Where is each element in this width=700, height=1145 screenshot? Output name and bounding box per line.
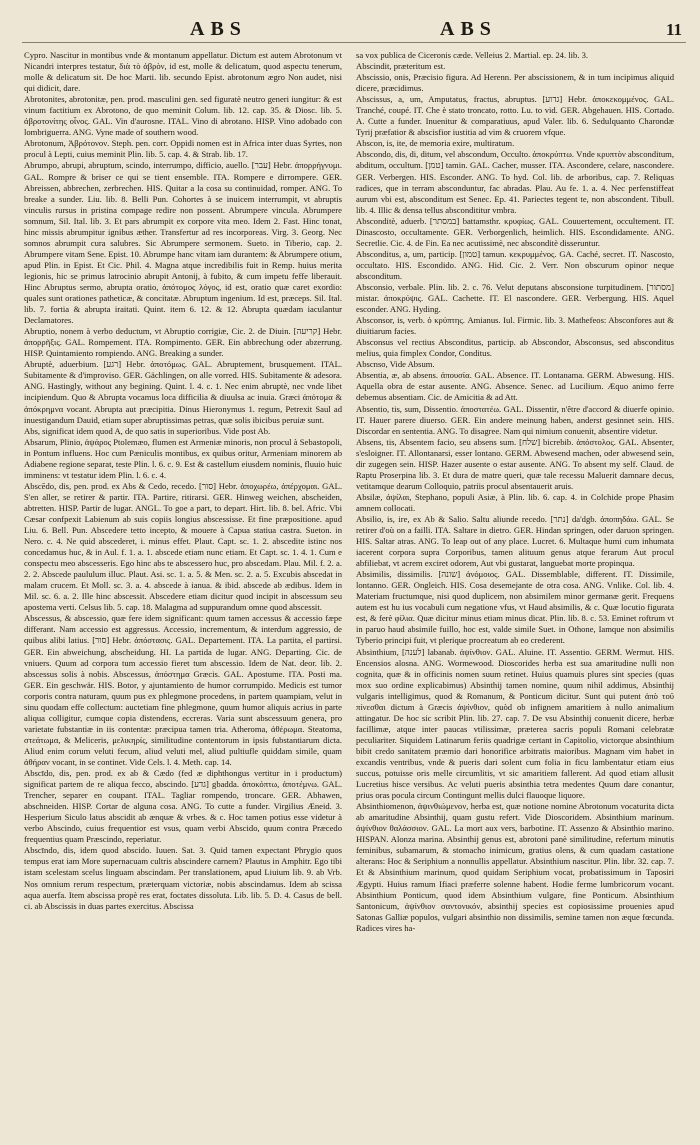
dictionary-entry: Abscindit, præteritum est. bbox=[356, 61, 446, 72]
dictionary-entry: Abscīdo, dis, pen. prod. ex ab & Cædo (fed æ diphthongus vertitur in i productum) significat partem de re aliqua fecco, abscindo. [גדע] gbadda. ἀποκόπτω, ἀποτέμνω. GAL. Trencher, separer en coupant. ITAL. Tagliar rompendo, troncare. GER. Abhawen, abschneiden. HISP. Cortar de alguna cosa. ANG. To cutte a funder. Virgilius Æneid. 3. Hesperium Siculo latus abscidit ab ænquæ & vrbes. & c. Hoc tamen potius esse videtur à verbo Abscindo, cuius frequentior est vsus, quam verbi Abscido, quum contra Præcedo frequentius quam Præscindo, reperiatur. bbox=[24, 768, 342, 845]
right-column bbox=[356, 50, 674, 1135]
right-headword: ABS bbox=[440, 18, 497, 40]
dictionary-entry: Absilæ, ἀψίλαι, Stephano, populi Asiæ, à Plin. lib. 6. cap. 4. in Colchide prope Phasim amnem collocati. bbox=[356, 491, 674, 513]
dictionary-entry: Absens, tis, Absentem facio, seu absens sum. [שלח] bicrebib. ἀπόστολος. GAL. Absenter, s'esloigner. IT. Allontanarsi, esser lontano. GERM. Abwesend machen, oder abwesend sein, dir zugegen sein. HISP. Hazer ausente o estar ausente. ANG. To absent my self. Claud. de Raptu Proserpina lib. 3. Et dura de matre queri, quæ tale recessu Maluerit damnare decus, vetitamque dearum Colloquio, patriis procul absentauerit aruis. bbox=[356, 436, 674, 491]
dictionary-entry: Abrotonum, Ἀβρότονον. Steph. pen. corr. Oppidi nomen est in Africa inter duas Syrtes, non procul à Lepti, cuius meminit Plin. lib. 5. cap. 4. & Strab. lib. 17. bbox=[24, 138, 342, 160]
dictionary-entry: Abruptè, aduerbium. [רגע] Hebr. ἀποτόμως. GAL. Abruptement, brusquement. ITAL. Subitamente & d'improviso. GER. Gächlingen, on alle vorred. HIS. Subitamente & adesora. ANG. Hastingly, without any begining. Quint. l. 4. c. 1. Nec enim abruptè, nec vnde libet incipiendum. Quo & Abrupta vocamus loca difficilia & diuulsa ac inuia. Græci ἀπότομα & ἀπόκρημνα vocant. Abrupta aut præcipitia. Dinus Hieronymus 1. regum, Petrexit Saul ad inuestigandum Dauid, etiam super abruptissimas petras, quæ solis ibicibus peruiæ sunt. bbox=[24, 359, 342, 425]
dictionary-entry: Absinthium, [לענה] labanab. ἀψίνθιον. GAL. Aluine. IT. Assentio. GERM. Wermut. HIS. Encensios alosna. ANG. Wormewood. Dioscorides herba est sua amaritudine nulli non cognita, quæ & in officinis nomen suum retinet. Huius quamuis plures sint species (quas mox suo ordine explicabimus) Absinthij tamen nomine, quum nihil addimus, Absinthij vulgaris intelligimus, quod & Romanum, & Ponticum dicitur. Sunt qui putent ἀπὸ τοῦ πίνεσθαι dictum à Græcis ἀψίνθιον, quòd ob infignem amaritiem à nullo animalium attingatur. De hoc sic scribit Plin. lib. 27. cap. 7. De vsu Absinthij conuenit dicere, herbæ facillimæ, atque inter paucas vtilissimæ, præterea sacris populi Romani celebratæ peculiariter. Siquidem Latinarum feriis quadrigæ certant in Capitolio, victorque absinthium bibit credo sanitatem præmio dari honorifice arbitratis maioribus. Magnam vim habet in excandis ventribus, vnde & pueris dari solent cum folia in ficu lambentatur etiam eius succus, potuisse oris melle circumlitis, vt sic amaritiem fallerent. Ad quod etiam allusit Lucretius hisce versibus. Ac veluti pueris absinthia tetra medentes Quum dare conantur, prius oras pocula circum Contingunt mellis dulci flauoque liquore. bbox=[356, 646, 674, 801]
running-header bbox=[0, 10, 700, 46]
dictionary-entry: Cypro. Nascitur in montibus vnde & montanum appellatur. Dictum est autem Abrotonum vt Nicandri interpres testatur, διὰ τὸ ἁβρὸν, id est, molle & delicatum, quod aspectu tenerum, molle & delicatum sit. De hoc Marti. lib. secundo Epist. abrotonum ægro Non audet, nisi qui didicit, dare. bbox=[24, 50, 342, 94]
dictionary-entry: Abscēdo, dis, pen. prod. ex Abs & Cedo, recedo. [סור] Hebr. ἀποχωρέω, ἀπέρχομαι. GAL. S'en aller, se retirer & partir. ITA. Partire, ritirarsi. GER. Hinweg weichen, abscheiden, abtretten. HISP. Partir de lugar. ANGL. To goe a part, to depart. Hirt. lib. 8. bel. Afric. Vbi Cæsar confpexit Labienum ab suis copiis longius abscessisse. Et fine præpositione. apud Liu. 6. Bell. Pun. Abscedere tetto incepto, & mouere à Capua statiua castra. Sueton. in Nero. c. 4. Ne quid abscederet, i. minus effet. Plaut. Capt. sc. 1. 2. abscedite istinc nos concedamus huc, & in Aul. f. 1. a. 1. abscede etiam nunc etiam. Et Capt. sc. 1. 4. 1. Cum e conspectu meo abscesseris. Ego hinc abs te abscessero huc, pro abscedam. Plau. Mil. f. 2. a. 2. 2. Abscede paululum illuc. Plaut. Asi. sc. 1. a. 5. & Men. sc. 2. a. 5. Excubis abscedat in malam crucem. Et Moll. sc. 3. a. 4. abscede à ianua. & ibid. abscede ab ædibus. Idem in Mil. sc. 6. a. 2. Ille hinc abscessit. Abscedere etiam dicitur quod incipit in abscessum seu apostema verti. Celsus lib. 5. cap. 18. Malagma ad suppurandum omne quod abscessit. bbox=[24, 480, 342, 613]
dictionary-entry: Abrotonites, abrotonitæ, pen. prod. masculini gen. sed figuratè neutro generi iungitur: & est vinum factitium ex Abrotono, de quo meminit Colum. lib. 12. cap. 35. & Diosc. lib. 5. ἀβροτονίτης οἶνος. GAL. Vin d'aurosne. ITAL. Vino di abrotano. HISP. Vino adobado con lombriguerra. ANG. Vyne made of southern wood. bbox=[24, 94, 342, 138]
dictionary-entry: Absconsor, is, verb. ὁ κρύπτης. Amianus. Iul. Firmic. lib. 3. Mathefeos: Absconfores aut & diuitiarum facies. bbox=[356, 315, 674, 337]
dictionary-entry: Absconditus, a, um, particip. [טמון] tamun. κεκρυμμένος. GA. Caché, secret. IT. Nascosto, occultato. HIS. Escondido. ANG. Hid. Cic. 2. Verr. Non obscurum opinor neque absconditum. bbox=[356, 248, 674, 281]
dictionary-entry: Abruptio, nonem à verbo deductum, vt Abruptio corrigiæ, Cic. 2. de Diuin. [קריעה] Hebr. ἀπορρῆξις. GAL. Rompement. ITA. Rompimento. GER. Ein abbrechung oder abzerrung. HISP. Quintamiento rompiendo. ANG. Breaking a sunder. bbox=[24, 326, 342, 359]
dictionary-entry: Abscissus, a, um, Amputatus, fractus, abruptus. [גדוע] Hebr. ἀποκεκομμένος. GAL. Tranché, coupé. IT. Che è stato troncato, rotto. Lu. to vid. GER. Abgehauen. HIS. Cortado. A. Cutte a funder. Inuenitur & comparatiuus, apud Valer. lib. 6. Sedulquanto Charondæ Tyrij præfatior & abscisfior iustitia ad vim & cruorem vfque. bbox=[356, 94, 674, 138]
dictionary-entry: Absconditè, aduerb. [במסתר] battamsthr. κρυφίως. GAL. Couuertement, occultement. IT. Dinascosto, occultamente. GER. Verborgenlich, heimlich. HIS. Escondidamente. ANG. Secretlie. Cic. 4. de Fin. Ea nec acutissimè, nec absconditè disseruntur. bbox=[356, 215, 674, 248]
dictionary-entry: Abs, significat idem quod A, de quo satis in superioribus. Vide post Ab. bbox=[24, 425, 271, 436]
left-headword: ABS bbox=[190, 18, 247, 40]
dictionary-entry: Absimilis, dissimilis. [שונה] ἀνόμοιος. GAL. Dissemblable, different. IT. Dissimile, lontanno. GER. Ongleich. HIS. Cosa desemejante de otra cosa. ANG. Vnlike. Col. lib. 4. Materiam fructumque, nisi quod duplicem, non absimilem minor germanæ gerit. Frequens autem est hu ius vocabuli cum negatione vfus, vt Haud absimilis, & c. Quæ locutio figurata est, & ferè φίλια. Quæ dicitur minus etiam minus dicat. Plin. lib. 8. c. 53. Eminet roftrum vt in paruo haud absimile fuillo, hoc est, valde simile Suet. in Othone, Iamque non absimilis Tyberio principi fuit, vt plerique procreatum ab eo crederent. bbox=[356, 569, 674, 646]
dictionary-entry: Absilio, is, ire, ex Ab & Salio. Saltu aliunde recedo. [נתר] da'dgb. ἀποπηδάω. GAL. Se retirer d'où on a failli. ITA. Saltare in dietro. GER. Hindan springen, oder daruon springen. HIS. Saltar atras. ANG. To leap out of any place. Lucret. 6. Multaque humi cum inhumata iacerent corpora supra Corporibus, tamen alituum genus atque ferarum Aut procul abfiliebat, vt acrem exciret odorem, Aut vbi gustarat, languebat morte propinqua. bbox=[356, 513, 674, 569]
header-rule bbox=[22, 42, 686, 43]
dictionary-entry: Abscnso, Vide Absum. bbox=[356, 359, 435, 370]
dictionary-entry: Abscondo, dis, di, ditum, vel abscondum, Occulto. ἀποκρύπτω. Vnde κρυπτὸν absconditum, abditum, occultum. [טמן] tamin. GAL. Cacher, musser. ITA. Ascondere, celare, nascondere. GER. Verbergen. HIS. Esconder. ANG. To hyd. Col. lib. de arboribus, cap. 7. Reliquas radices, que in terram absconduntur, fac abradas. Plau. Au fe. 1. a. 4. Nec perfenstiffeat aurum vbi est, absconditum est Senec. Ep. 41. Pariectes tegent te, non abscondent. Tibull. lib. 4. Illic & densa tellus abscondititur vmbra. bbox=[356, 149, 674, 215]
dictionary-entry: Absentio, tis, sum, Dissentio. ἀποστατέω. GAL. Dissentir, n'être d'accord & diuerfe opinio. IT. Hauer parere diuerso. GER. Ein andere meinung haben, anderst gesinnet sein. HIS. Discordar en sententia. ANG. To disagree. Nam qui nimium conuenit, absentire videtur. bbox=[356, 403, 674, 436]
dictionary-entry: Absarum, Plinio, ἀψάρος Ptolemæo, flumen est Armeniæ minoris, non procul à Sebastopoli, in Pontum influens. Hoc cum Pæniculis montibus, ex quibus oritur, Armeniam minorem ab Adiabene regione separat, teste Plin. l. 6. c. 9. Est & castellum eiusdem nominis, fluuio huic imminens: vt testatur idem Plin. l. 6. c. 4. bbox=[24, 436, 342, 480]
dictionary-entry: Abscon, is, ite, de memoria exire, multiratum. bbox=[356, 138, 515, 149]
dictionary-entry: Absconsus vel rectius Absconditus, particip. ab Abscondor, Absconsus, sed absconditus melius, quia fimplex Condor, Conditus. bbox=[356, 337, 674, 359]
dictionary-entry: Abrumpo, abrupi, abruptum, scindo, interrumpo, difficio, auello. [עבר] Hebr. ἀπορρήγνυμι. GAL. Rompre & briser ce qui se tient ensemble. ITA. Rompere e dirrompere. GER. Abreissen, abbrechen, zerbrechen. HIS. Quitar a la cosa su continuidad, romper. ANG. To breake a sunder. Liu. lib. 8. Belli Pun. Cohortes à se inuicem interrumpit, vt abruptis vinculis rursus in pristina compage redire non possent. Abrumpere vincula. Abrumpere somnum, Sil. Ital. lib. 3. Et pars abrumpit ex corpore vita meo. Idem 2. Fast. Hinc tonat, hinc missis abrumpitur ignibus æther. Transfertur ad res incorporeas. Virg. 3. Georg. Nec somnos abrumpit cura salubres. Sic Abrumpere sermonem. Sueto. in Tiberio, cap. 2. Abrumpere vitam Sene. Epist. 10. Abrumpe hanc vitam iam durantem: & Abrumpere otium, apud Plin. in Epist. Et Cic. Phil. 4. Magna atque incredibilis fuit in Remp. huius merita legionis, hic se primus latrocinio abrupit Antonij, à fubito, & cum impetu feffe liberauit. Hinc Abruptus sermo, abrupta oratio, ἀπότομος λόγος, id est, oratio quæ caret exordio: quales sunt orationes patheticæ, & concitatæ. Abruptum ingenium. Id est, præceps. Sil. Ital. lib. 7. fortia & abrupta iraitati. Quint. item 6. 12. & 12. Abrupta quædam iaculantur Declamatores. bbox=[24, 160, 342, 326]
dictionary-entry: Abscissio, onis, Præcisio figura. Ad Herenn. Per abscissionem, & in tum incipimus aliquid dicere, præcidimus. bbox=[356, 72, 674, 94]
dictionary-entry: Absinthiomenon, ἀψινθιώμενον, herba est, quæ notione nomine Abrotonum vocaturita dicta ab amaritudine Absinthij, quam gustu refert. Vide Dioscoridem. Absinthium marinum. ἀψίνθιον θαλάσσιον. GAL. La mort aux vers, barbotine. IT. Assenzo & Absinthio marino. HISPAN. Alonza marina. Absinthij genus est, abrotoni panè similitudine, refertum minutis feminibus, subamarum, & stomacho inimicum, gratius olens, & cum quadam castatione alterans: Hoc & Seriphium a nonnullis appellatur. Absinthium nascitur. Plin. libr. 32. cap. 7. Et & Absinthium marinum, quod quidam Seriphium vocat, probatissimum in Taposiri Ægypti. Huius ramum Ifiaci præferre solenne habent. Hodie ferme lumbricorum vocant. Absinthium Ponticum, quod idem Absinthium vulgare, fine Ponticum. Absinthium Santonicum, ἀψίνθιον σαντονικόν, absinthij species est copiosissime prouenies apud Satonas Galliæ populos, vulgari absinthio non dissimilis, semine tamen non æque fœcunda. Radices vires ha- bbox=[356, 801, 674, 933]
left-column bbox=[24, 50, 342, 1135]
dictionary-entry: Abscīndo, dis, idem quod abscido. Iuuen. Sat. 3. Quid tamen expectant Phrygio quos tempus erat iam More supernacuam cultris abscindere carnem? Plautus in Amphitr. Ego tibi istam scelestam scelus linguam abscindam. Per translationem, apud Liuium lib. 9. ab Vrb. Nos omnium rerum respectum, præterquam victoriæ, nobis abscindamus. Idem ab scissa aqua auerfa. Item abscissa propè res erat, foctates dissoluta. Lib. lib. 5. D. 4. Casus de bell. ci. ab Abscissis in duas partes exercitus. Abscissa bbox=[24, 845, 342, 911]
dictionary-entry: sa vox publica de Ciceronis cæde. Velleius 2. Martial. ep. 24. lib. 3. bbox=[356, 50, 589, 60]
dictionary-entry: Abscessus, & abscessio, quæ fere idem significant: quum tamen accessus & accessio fæpe differant. Nam accessio est aggressus. Accessio, incrementum, & interdum aggressio, de quibus alibi latius. [סור] Hebr. ἀπόστασις. GAL. Departement. ITA. La partita, el partirsi. GER. Ein abweichung, abscheidung. HI. La partida de lugar. ANG. Departing. Cic. de vniuers. Quum ad corpora tum accessio fieret tum abscessio. Idem de Nat. deor. lib. 2. abscessus solis à nobis. Abscessus, ἀπόστημα Græcis. GAL. Apostume. ITA. Posti ma. GER. Ein geschwär. HIS. Botor, y ajuntamiento de humor corrumpido. Medicis est tumor corporis contra naturam, quum pus ex phlegmone procedens, in partem quampiam, velut in sinu quodam effe collectum: auctetiam fine phlegmone, quum humor aliquis acrius in parte aliqua colligitur, cumque copia distendens, eccreras. Varia sunt abscessuum genera, pro varietate fubstantiæ in iis contentæ: præcipua tamen tria. Atheroma, ἀθέρωμα. Steatoma, στεάτωμα, & Meliceris, μελικηρίς, similitudine contentorum in ipsis fubstantiarum dicta. Aliud enim corum veluti fecum, aliud veluti mel, aliud pultiufle quiddam simile, quam ἀθήραν vocant, in se continet. Vide Cels. l. 4. Meth. cap. 14. bbox=[24, 613, 342, 767]
dictionary-entry: Absconsio, verbale. Plin. lib. 2. c. 76. Velut deputans absconsione turpitudinem. [מסתור] mistar. ἀποκρύψις. GAL. Cachette. IT. El nascondere. GER. Verbergung. HIS. Aquel esconder. ANG. Hyding. bbox=[356, 281, 674, 315]
page-number: 11 bbox=[665, 20, 682, 39]
dictionary-entry: Absentia, æ, ab absens. ἀπουσία. GAL. Absence. IT. Lontanama. GERM. Abwesung. HIS. Aquella obra de estar ausente. ANG. Absence. Senec. ad Lucilium. Æquo animo ferre debemus absentiam. Cic. de Amicitia & ad Att. bbox=[356, 370, 674, 403]
